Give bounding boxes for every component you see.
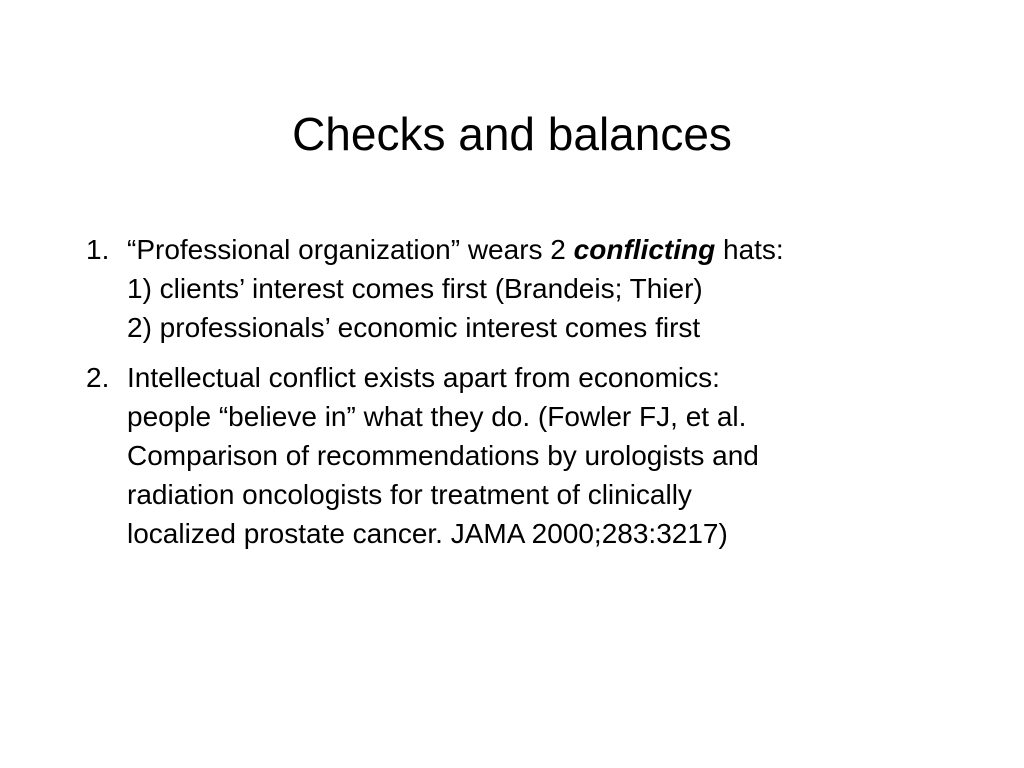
list-item-2 bbox=[86, 358, 956, 553]
emphasized-text: conflicting bbox=[573, 234, 716, 265]
item-line: radiation oncologists for treatment of clinically bbox=[127, 479, 692, 510]
bullet-list bbox=[86, 230, 956, 553]
item-line: 1) clients’ interest comes first (Brandeis; Thier) bbox=[127, 273, 703, 304]
item-text: hats: bbox=[715, 234, 784, 265]
item-line: people “believe in” what they do. (Fowler FJ, et al. bbox=[127, 401, 747, 432]
item-number: 2. bbox=[86, 362, 110, 393]
item-line bbox=[127, 230, 956, 269]
item-line: Comparison of recommendations by urologists and bbox=[127, 440, 759, 471]
item-line: 2) professionals’ economic interest comes first bbox=[127, 312, 701, 343]
item-number: 1. bbox=[86, 234, 110, 265]
list-item-1 bbox=[86, 230, 956, 347]
item-text: “Professional organization” wears 2 bbox=[127, 234, 574, 265]
item-line: localized prostate cancer. JAMA 2000;283:3217) bbox=[127, 518, 728, 549]
item-line: Intellectual conflict exists apart from economics: bbox=[127, 362, 720, 393]
slide-title: Checks and balances bbox=[292, 108, 732, 160]
